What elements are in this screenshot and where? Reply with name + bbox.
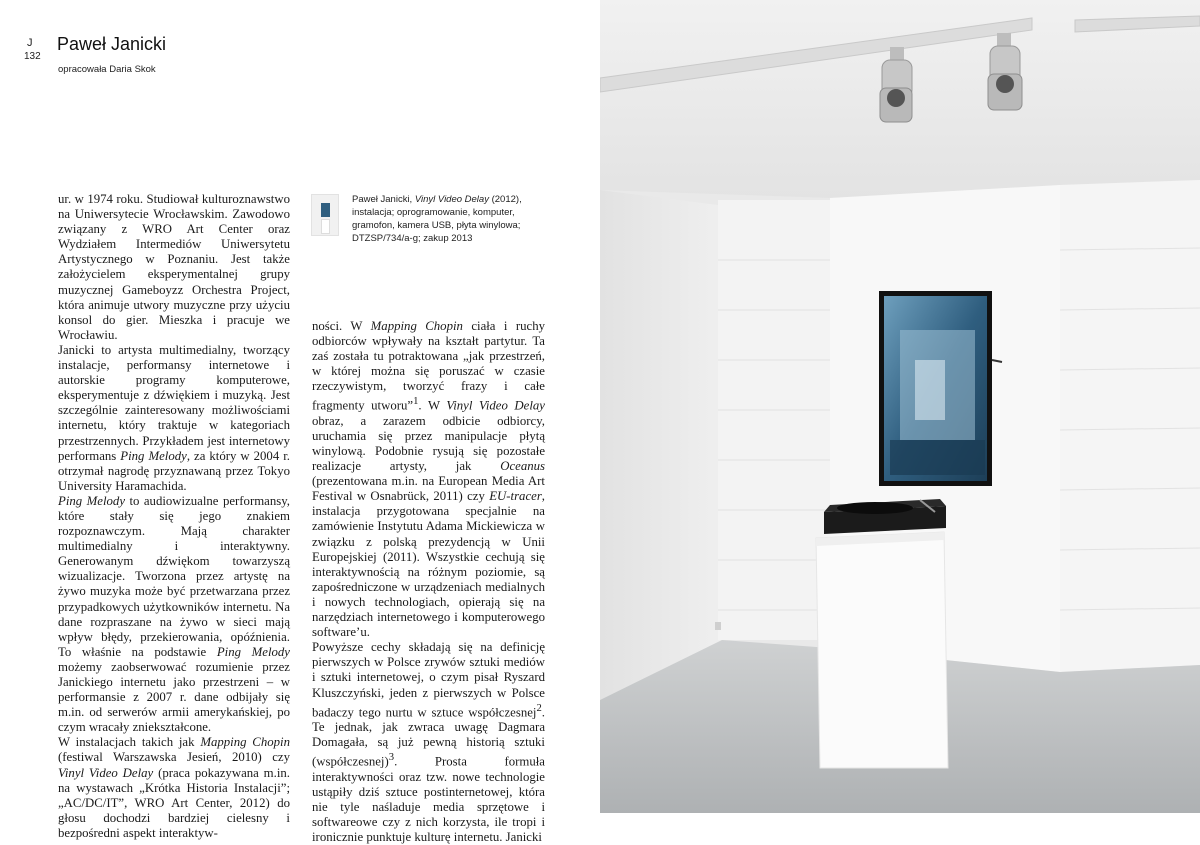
wall-monitor: [879, 291, 1002, 486]
paragraph: Powyższe cechy składają się na definicję pierwszych w Polsce zrywów sztuki mediów i sztuki internetowej, o czym pisał Ryszard Kluszczyński, jeden z pierwszych w Polsce badaczy tego nurtu w sztuce współczesnej$^2$. Te jednak, jak zwraca uwagę Dagmara Domagała, są już pewną historią sztuki (współczesnej)$^3$. Prosta formuła interaktywności oraz tzw. nowe technologie ustąpiły dziś sztuce postinternetowej, która nie tyle naśladuje media sprzętowe i softwareowe czy z nich korzysta, ile tropi i ironicznie punktuje kulturę internetu. Janicki: [312, 640, 545, 844]
text-column-1: [58, 192, 290, 841]
back-wall: [718, 200, 830, 640]
left-page: [0, 0, 600, 844]
footnote-ref: 1: [413, 396, 419, 408]
paragraph: Janicki to artysta multimedialny, tworzący instalacje, performansy internetowe i autorskie programy komputerowe, eksperymentuje z dźwiękiem i muzyką. Jest szczególnie zainteresowany możliwościami internetu, który traktuje w kategoriach przestrzennych. Przykładem jest internetowy performans Ping Melody, za który w 2004 r. otrzymał nagrodę przyznawaną przez Tokyo University Haramachida.: [58, 342, 290, 493]
gallery-photo: [600, 0, 1200, 813]
paragraph: ur. w 1974 roku. Studiował kulturoznawstwo na Uniwersytecie Wrocławskim. Zawodowo związany z WRO Art Center oraz Wydziałem Intermediów Uniwersytetu Artystycznego w Poznaniu. Jest także założycielem eksperymentalnej grupy muzycznej Gameboyzz Orchestra Project, która animuje utwory muzyczne przy użyciu konsol do gier. Mieszka i pracuje we Wrocławiu.: [58, 192, 290, 342]
text-column-2: [312, 319, 545, 845]
caption-title: Vinyl Video Delay: [414, 194, 489, 205]
artwork-caption: Paweł Janicki, Vinyl Video Delay (2012), instalacja; oprogramowanie, komputer, gramofon, kamera USB, płyta winylowa; DTZSP/734/a-g; zakup 2013: [352, 194, 522, 244]
pedestal: [816, 532, 948, 768]
paragraph: Ping Melody to audiowizualne performansy, które stały się jego znakiem rozpoznawczym. Mają charakter multimedialny i interaktywny. Generowanym dźwiękom towarzyszą wizualizacje. Tworzona przez artystę na żywo muzyka może być przetwarzana przez przypadkowych użytkowników internetu. Na dane rozpraszane na żywo w sieci mają wpływ błędy, przekierowania, opóźnienia. To właśnie na podstawie Ping Melody możemy zaobserwować rozumienie przez Janickiego internetu jako przestrzeni – w performansie z 2007 r. dane odbijały się m.in. od serwerów armii amerykańskiej, po czym wracały zniekształcone.: [58, 493, 290, 735]
paragraph: ności. W Mapping Chopin ciała i ruchy odbiorców wpływały na kształt partytur. Ta zaś została tu potraktowana „jak przestrzeń, w której można się poruszać w czasie rzeczywistym, tworzyć frazy i całe fragmenty utworu”$^1$. W Vinyl Video Delay obraz, a zarazem odbicie odbiorcy, uruchamia się przez manipulacje płytą winylową. Podobnie rysują się pozostałe realizacje artysty, jak Oceanus (prezentowana m.in. na European Media Art Festival w Osnabrück, 2011) czy EU-tracer, instalacja przygotowana specjalnie na zamówienie Instytutu Adama Mickiewicza w związku z polską prezydencją w Unii Europejskiej (2011). Wszystkie cechują się interaktywnością na różnym poziomie, są zapośredniczone w urządzeniach medialnych i nowych technologiach, opierają się na narzędziach internetowego i komputerowego software’u.: [312, 319, 545, 640]
footnote-ref: 2: [536, 702, 542, 714]
left-wall: [600, 190, 722, 700]
edited-by: opracowała Daria Skok: [58, 64, 156, 75]
author-name: Paweł Janicki: [57, 34, 167, 54]
gallery-illustration: [600, 0, 1200, 813]
wall-outlet: [715, 622, 721, 630]
paragraph: W instalacjach takich jak Mapping Chopin (festiwal Warszawska Jesień, 2010) czy Vinyl Video Delay (praca pokazywana m.in. na wystawach „Krótka Historia Instalacji”; „AC/DC/IT”, WRO Art Center, 2012) do głosu dochodzi bardziej cielesny i bezpośredni aspekt interaktyw-: [58, 735, 290, 840]
artwork-thumbnail: [311, 194, 339, 236]
footnote-ref: 3: [388, 752, 395, 764]
right-wall: [1060, 180, 1200, 672]
page-number: 132: [24, 51, 41, 62]
section-letter: J: [27, 37, 33, 49]
